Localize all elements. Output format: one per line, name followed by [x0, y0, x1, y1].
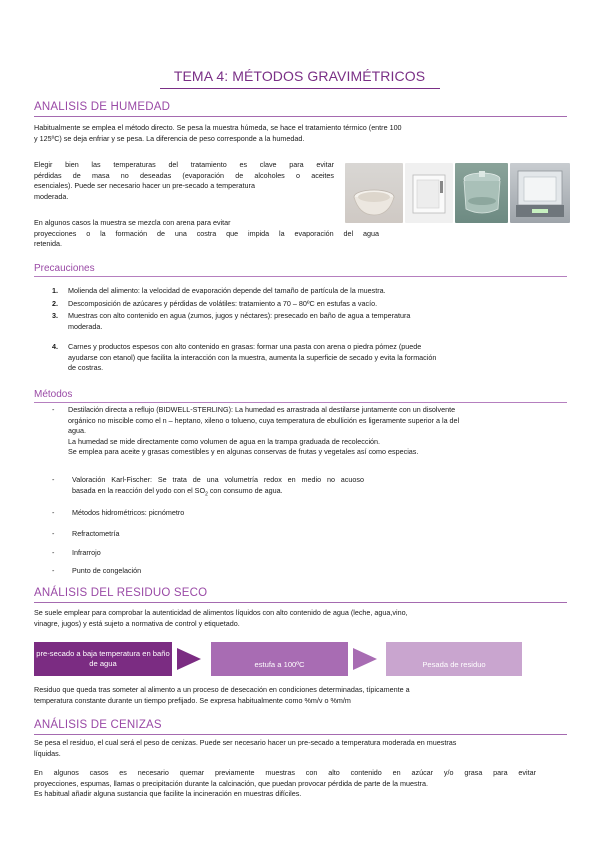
list-item-text — [68, 286, 386, 297]
text-line: Carnes y productos espesos con alto contenido en grasas: formar una pasta con arena o piedra pómez (puede — [68, 342, 422, 351]
list-number: 3. — [52, 311, 58, 320]
list-item-text — [68, 299, 377, 310]
oven-icon — [405, 163, 453, 223]
humedad-paragraph-1 — [34, 123, 574, 144]
text-line: Destilación directa a reflujo (BIDWELL-STERLING): La humedad es arrastrada al destilarse juntamente con un disolvente — [68, 405, 456, 414]
title-underline — [160, 88, 440, 89]
text-line: La humedad se mide directamente como volumen de agua en la trampa graduada de recolección. — [68, 436, 381, 446]
precauciones-list — [52, 286, 572, 374]
text-line: Es habitual añadir alguna sustancia que facilite la incineración en muestras difíciles. — [34, 789, 302, 798]
flow-step-presecado: pre-secado a baja temperatura en baño de agua — [34, 642, 172, 676]
text-line: temperatura constante durante un tiempo prefijado. Se expresa habitualmente como %m/v o %m/m — [34, 695, 351, 705]
text-line: pérdidas de masa no deseadas (evaporación de alcoholes o aceites — [34, 170, 334, 180]
text-line: Muestras con alto contenido en agua (zumos, jugos y néctares): presecado en baño de agua a temperatura — [68, 311, 411, 320]
text-line: Se suele emplear para comprobar la autenticidad de alimentos líquidos con alto contenido de agua (leche, agua,vino, — [34, 608, 408, 617]
text-line: moderada. — [68, 321, 103, 331]
text-span: basada en la reacción del yodo — [72, 485, 172, 495]
bullet-dash: - — [52, 566, 55, 575]
list-item — [52, 299, 572, 310]
page-title: TEMA 4: MÉTODOS GRAVIMÉTRICOS — [173, 68, 426, 84]
text-line: agua. — [68, 426, 86, 435]
text-line: Molienda del alimento: la velocidad de evaporación depende del tamaño de partícula de la muestra. — [68, 286, 386, 295]
text-line: orgánico no miscible como el n – heptano, xileno o tolueno, cuya temperatura de ebullición es ligeramente superior a la del — [68, 415, 460, 425]
text-line: retenida. — [34, 239, 62, 248]
list-number: 2. — [52, 298, 58, 308]
list-item — [52, 311, 572, 332]
text-line: líquidas. — [34, 748, 61, 758]
subsection-rule — [34, 276, 567, 277]
subheading-metodos: Métodos — [34, 389, 73, 400]
oven-image — [405, 163, 453, 223]
subheading-precauciones: Precauciones — [34, 263, 95, 274]
text-line: En algunos casos la muestra se mezcla con arena para evitar — [34, 218, 231, 227]
flow-step-pesada: Pesada de residuo — [386, 642, 522, 676]
desiccator-icon — [455, 163, 509, 223]
bullet-dash: - — [52, 529, 55, 538]
list-item — [52, 342, 572, 374]
bullet-dash: - — [52, 548, 55, 557]
text-line: Descomposición de azúcares y pérdidas de volátiles: tratamiento a 70 – 80ºC en estufas a vacío. — [68, 298, 378, 308]
text-line: Habitualmente se emplea el método directo. Se pesa la muestra húmeda, se hace el tratamiento térmico (entre 100 — [34, 123, 402, 132]
humedad-paragraph-2 — [34, 160, 334, 202]
section-heading-residuo: ANÁLISIS DEL RESIDUO SECO — [34, 587, 208, 599]
subsection-rule — [34, 402, 567, 403]
humedad-paragraph-3 — [34, 218, 379, 250]
text-line: Residuo que queda tras someter al alimento a un proceso de desecación en condiciones determinadas, típicamente a — [34, 685, 410, 694]
bullet-dash: - — [52, 405, 55, 414]
crucible-icon — [345, 163, 403, 223]
text-span: con consumo de agua. — [207, 485, 283, 495]
metodo-hidrometricos: Métodos hidrométricos: picnómetro — [72, 508, 185, 517]
list-item-text — [68, 342, 436, 374]
balance-icon — [510, 163, 570, 223]
metodo-infrarrojo: Infrarrojo — [72, 548, 101, 557]
text-line: y 125ºC) se deja enfriar y se pesa. La diferencia de peso corresponde a la humedad. — [34, 133, 305, 143]
bullet-dash: - — [52, 475, 55, 484]
section-rule — [34, 116, 567, 117]
residuo-paragraph-2 — [34, 685, 574, 706]
section-rule — [34, 734, 567, 735]
desiccator-image — [455, 163, 509, 223]
text-line: En algunos casos es necesario quemar previamente muestras con alto contenido en azúcar y/o grasa para evitar — [34, 768, 536, 777]
balance-image — [510, 163, 570, 223]
bullet-dash: - — [52, 508, 55, 517]
crucible-image — [345, 163, 403, 223]
metodo-punto-congelacion: Punto de congelación — [72, 566, 142, 575]
flow-step-estufa: estufa a 100ºC — [211, 642, 348, 676]
text-line: esenciales). Puede ser necesario hacer un pre-secado a temperatura — [34, 181, 255, 190]
cenizas-paragraph-1 — [34, 738, 569, 759]
list-number: 4. — [52, 342, 58, 351]
subscript: 2 — [205, 490, 208, 497]
text-line: proyecciones o la formación de una costra que impida la evaporación del agua — [34, 228, 379, 238]
cenizas-paragraph-2 — [34, 768, 569, 800]
section-heading-humedad: ANALISIS DE HUMEDAD — [34, 101, 171, 113]
text-line — [72, 486, 432, 500]
text-line: vinagre, jugos) y está sujeto a normativa de control y etiquetado. — [34, 618, 240, 628]
text-line: Valoración Karl-Fischer: Se trata de una volumetría redox en medio no acuoso — [72, 475, 364, 484]
flow-arrow-icon — [353, 648, 377, 670]
text-line: Se emplea para aceite y grasas comestibles y en algunas conservas de frutas y vegetales así como especias. — [68, 447, 419, 456]
section-heading-cenizas: ANÁLISIS DE CENIZAS — [34, 719, 162, 731]
metodo-karl-fischer — [72, 475, 432, 499]
residuo-paragraph-1 — [34, 608, 574, 629]
section-rule — [34, 602, 567, 603]
list-item-text — [68, 311, 410, 332]
list-item — [52, 286, 572, 297]
metodo-refractometria: Refractometría — [72, 529, 120, 538]
text-line: de costras. — [68, 363, 104, 372]
list-number: 1. — [52, 286, 58, 295]
flow-arrow-icon — [177, 648, 201, 670]
text-line: Elegir bien las temperaturas del tratamiento es clave para evitar — [34, 160, 334, 169]
text-line: ayudarse con etanol) que facilita la interacción con la muestra, aumenta la superficie de secado y evita la formación — [68, 352, 437, 362]
lab-equipment-photos — [345, 163, 570, 223]
text-line: proyecciones, espumas, llamas o precipitación durante la calcinación, que puedan provocar pérdida de parte de la muestra. — [34, 778, 428, 788]
text-span: con el SO — [173, 485, 206, 495]
text-line: Se pesa el residuo, el cual será el peso de cenizas. Puede ser necesario hacer un pre-secado a temperatura moderada en muestras — [34, 738, 457, 747]
text-line: moderada. — [34, 191, 69, 201]
metodo-destilacion — [68, 405, 572, 458]
